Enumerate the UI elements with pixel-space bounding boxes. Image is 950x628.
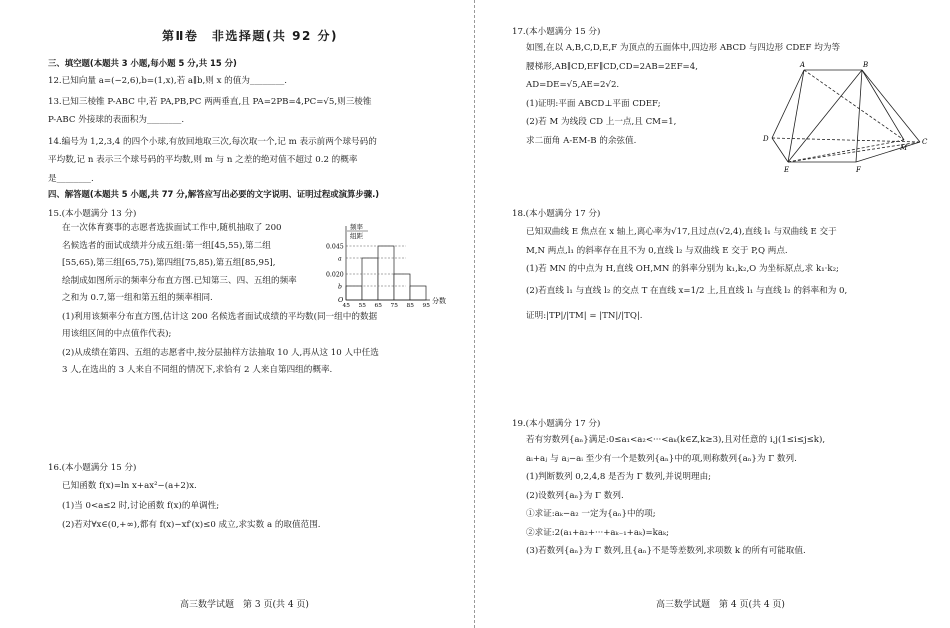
hist-bar <box>362 258 378 300</box>
q16-body-3: (2)若对∀x∈(0,+∞),都有 f(x)−xf′(x)≤0 成立,求实数 a 的取值范围. <box>62 520 321 531</box>
pentahedron-figure <box>762 60 930 180</box>
vertex-B: B <box>863 61 869 69</box>
q15-body-4: 绘制成如图所示的频率分布直方图.已知第三、四、五组的频率 <box>62 275 297 286</box>
q12-text: 12.已知向量 a=(−2,6),b=(1,x),若 a∥b,则 x 的值为________. <box>48 76 288 86</box>
q14-line-1: 14.编号为 1,2,3,4 的四个小球,有放回地取三次,每次取一个,记 m 表示前两个球号码的 <box>48 137 377 147</box>
hist-ylabel-bottom: 组距 <box>350 232 363 240</box>
q18-body-4: (2)若直线 l₁ 与直线 l₂ 的交点 T 在直线 x=1/2 上,且直线 l₁ 与直线 l₂ 的斜率和为 0, <box>526 285 848 296</box>
q19-body-1: 若有穷数列{aₙ}满足:0≤a₁<a₂<···<aₖ(k∈Z,k≥3),且对任意的 i,j(1≤i≤j≤k), <box>526 435 826 446</box>
q17-body-6: 求二面角 A-EM-B 的余弦值. <box>526 135 637 146</box>
hist-bar <box>410 286 426 300</box>
q16-body-1: 已知函数 f(x)=ln x+ax²−(a+2)x. <box>62 481 197 492</box>
q17-body-5: (2)若 M 为线段 CD 上一点,且 CM=1, <box>526 117 677 128</box>
question-16 <box>48 462 321 532</box>
vertex-A: A <box>800 61 806 69</box>
question-19 <box>512 418 825 558</box>
hist-ytick-label: 0.045 <box>326 243 344 251</box>
q15-body-5: 之和为 0.7,第一组和第五组的频率相同. <box>62 293 213 304</box>
left-page-footer: 高三数学试题 第 3 页(共 4 页) <box>180 600 309 610</box>
hist-xtick-label: 65 <box>374 303 382 309</box>
hist-origin: O <box>338 296 344 304</box>
frequency-histogram <box>326 222 452 310</box>
q17-body-2: 腰梯形,AB∥CD,EF∥CD,CD=2AB=2EF=4, <box>526 61 698 72</box>
q18-body-5: 证明:|TP|/|TM| = |TN|/|TQ|. <box>526 311 643 322</box>
q14-line-2: 平均数,记 n 表示三个球号码的平均数,则 m 与 n 之差的绝对值不超过 0.2 的概率 <box>48 155 358 166</box>
vertex-C: C <box>922 138 928 146</box>
q15-part-2-line-2: 3 人,在选出的 3 人来自不同组的情况下,求恰有 2 人来自第四组的概率. <box>62 365 333 376</box>
q19-body-7: (3)若数列{aₙ}为 Γ 数列,且{aₙ}不是等差数列,求项数 k 的所有可能取值. <box>526 546 806 557</box>
hist-bar <box>394 274 410 300</box>
right-page-footer: 高三数学试题 第 4 页(共 4 页) <box>656 600 785 610</box>
hist-ylabel-top: 频率 <box>350 223 363 231</box>
q17-body-4: (1)证明:平面 ABCD⊥平面 CDEF; <box>526 98 661 109</box>
vertex-F: F <box>856 166 861 174</box>
question-13 <box>48 96 371 127</box>
hist-ytick-label: b <box>338 283 342 291</box>
q17-body-3: AD=DE=√5,AE=2√2. <box>526 80 620 91</box>
q15-part-2-line-1: (2)从成绩在第四、五组的志愿者中,按分层抽样方法抽取 10 人,再从这 10 人中任选 <box>62 347 379 358</box>
question-15 <box>48 208 379 377</box>
hist-xtick-label: 95 <box>422 303 430 309</box>
q19-body-3: (1)判断数列 0,2,4,8 是否为 Γ 数列,并说明理由; <box>526 472 712 483</box>
q19-body-6: ②求证:2(a₁+a₂+···+aₖ₋₁+aₖ)=kaₖ; <box>526 527 670 538</box>
hist-xtick-label: 55 <box>358 303 366 309</box>
q16-body-2: (1)当 0<a≤2 时,讨论函数 f(x)的单调性; <box>62 500 220 511</box>
vertex-M: M <box>900 144 908 152</box>
q18-body-3: (1)若 MN 的中点为 H,直线 OH,MN 的斜率分别为 k₁,k₂,O 为坐标原点,求 k₁·k₂; <box>526 264 839 275</box>
q19-body-5: ①求证:aₖ−a₂ 一定为{aₙ}中的项; <box>526 509 656 520</box>
q18-body-1: 已知双曲线 E 焦点在 x 轴上,离心率为√17,且过点(√2,4),直线 l₁ 与双曲线 E 交于 <box>526 227 837 238</box>
q19-body-2: aᵢ+aⱼ 与 aⱼ−aᵢ 至少有一个是数列{aₙ}中的项,则称数列{aₙ}为 Γ 数列. <box>526 453 797 464</box>
q17-body-1: 如图,在以 A,B,C,D,E,F 为顶点的五面体中,四边形 ABCD 与四边形 CDEF 均为等 <box>526 43 841 54</box>
q16-head: 16.(本小题满分 15 分) <box>48 463 137 473</box>
q15-body-2: 名候选者的面试成绩并分成五组:第一组[45,55),第二组 <box>62 240 271 251</box>
question-18 <box>512 208 847 323</box>
q19-body-4: (2)设数列{aₙ}为 Γ 数列. <box>526 490 624 501</box>
hist-bar <box>346 286 362 300</box>
hist-xtick-label: 85 <box>406 303 414 309</box>
page-divider <box>474 0 475 628</box>
page-title: 第Ⅱ卷 非选择题(共 92 分) <box>162 29 338 43</box>
q15-head: 15.(本小题满分 13 分) <box>48 209 137 219</box>
vertex-D: D <box>763 135 769 143</box>
q15-body-3: [55,65),第三组[65,75),第四组[75,85),第五组[85,95], <box>62 258 276 269</box>
hist-bar <box>378 246 394 300</box>
section-answer-heading: 四、解答题(本题共 5 小题,共 77 分,解答应写出必要的文字说明、证明过程或演算步骤.) <box>48 189 380 199</box>
q15-part-1-line-2: 用该组区间的中点值作代表); <box>62 329 172 340</box>
q13-line-1: 13.已知三棱锥 P-ABC 中,若 PA,PB,PC 两两垂直,且 PA=2PB=4,PC=√5,则三棱锥 <box>48 97 372 107</box>
hist-xlabel: 分数 <box>432 297 446 305</box>
hist-xtick-label: 75 <box>390 303 398 309</box>
hist-ytick-label: a <box>338 255 342 263</box>
q13-line-2: P-ABC 外接球的表面积为________. <box>48 115 185 126</box>
q17-head: 17.(本小题满分 15 分) <box>512 27 601 37</box>
q15-body-1: 在一次体育赛事的志愿者选拔面试工作中,随机抽取了 200 <box>62 223 282 234</box>
q19-head: 19.(本小题满分 17 分) <box>512 419 601 429</box>
hist-ytick-label: 0.020 <box>326 271 344 279</box>
q18-head: 18.(本小题满分 17 分) <box>512 209 601 219</box>
hist-xtick-label: 45 <box>342 303 350 309</box>
question-12 <box>48 75 287 87</box>
section-fill-blank-heading: 三、填空题(本题共 3 小题,每小题 5 分,共 15 分) <box>48 58 237 68</box>
q14-line-3: 是________. <box>48 173 94 184</box>
q15-part-1-line-1: (1)利用该频率分布直方图,估计这 200 名候选者面试成绩的平均数(同一组中的数据 <box>62 311 378 322</box>
vertex-E: E <box>784 166 790 174</box>
question-14 <box>48 136 377 185</box>
q18-body-2: M,N 两点,l₁ 的斜率存在且不为 0,直线 l₂ 与双曲线 E 交于 P,Q 两点. <box>526 245 788 256</box>
